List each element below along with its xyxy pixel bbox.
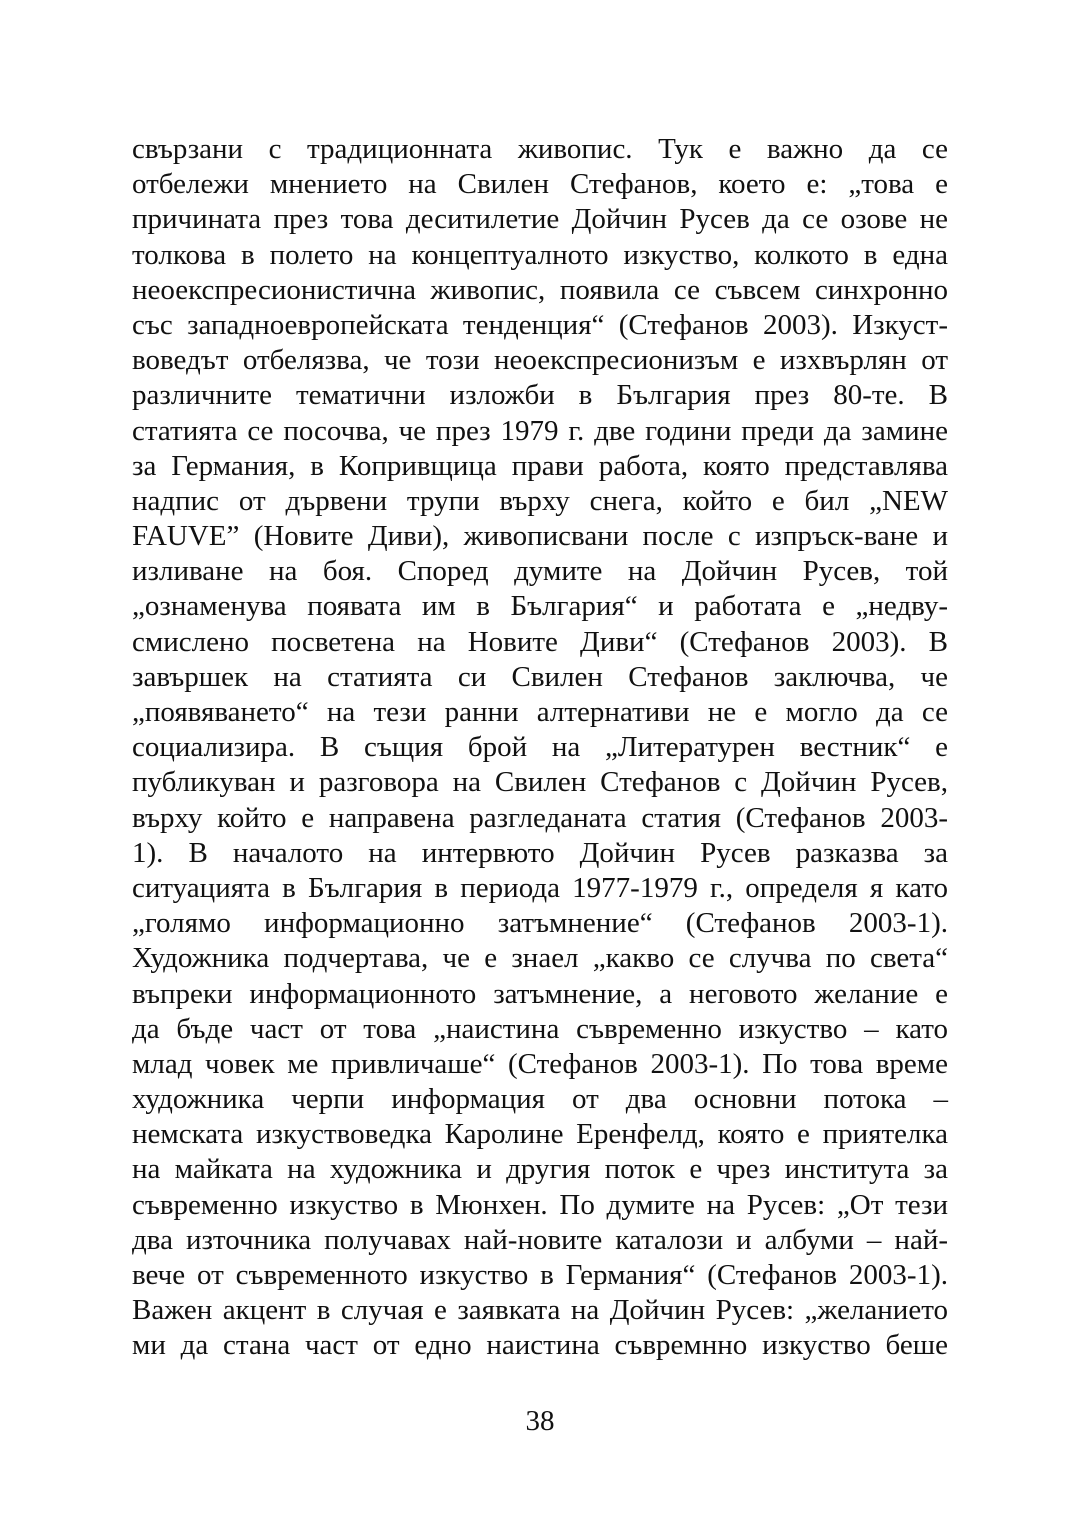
text-line: ситуацията в България в периода 1977-1979 г., определя я като [132,871,948,904]
text-line: изливане на боя. Според думите на Дойчин Русев, той [132,555,948,588]
text-line: FAUVE” (Новите Диви), живописвани после с изпръск-ване и [132,520,948,553]
text-line: млад човек ме привличаше“ (Стефанов 2003-1). По това време [132,1047,948,1080]
text-line: ми да стана част от едно наистина съвремнно изкуство беше [132,1329,948,1362]
text-line: със западноевропейската тенденция“ (Стефанов 2003). Изкуст- [132,308,948,341]
text-line: причината през това деситилетие Дойчин Русев да се озове не [132,203,948,236]
text-line: социализира. В същия брой на „Литературен вестник“ е [132,731,948,764]
text-line: „ознаменува появата им в България“ и работата е „недву- [132,590,948,623]
text-line: „голямо информационно затъмнение“ (Стефанов 2003-1). [132,907,948,940]
text-line: Важен акцент в случая е заявката на Дойчин Русев: „желанието [132,1294,948,1327]
text-line: „появяването“ на тези ранни алтернативи не е могло да се [132,696,948,728]
text-line: за Германия, в Копривщица прави работа, която представлява [132,449,948,482]
text-line: съвременно изкуство в Мюнхен. По думите на Русев: „От тези [132,1188,948,1221]
text-line: статията се посочва, че през 1979 г. две години преди да замине [132,414,948,447]
text-line: немската изкуствоведка Каролине Еренфелд, която е приятелка [132,1118,948,1151]
text-line: върху който е направена разгледаната статия (Стефанов 2003- [132,801,948,834]
text-line: завършек на статията си Свилен Стефанов заключва, че [132,660,948,693]
text-line: надпис от дървени трупи върху снега, който е бил „NEW [132,484,948,517]
body-text [132,132,948,1364]
text-line: неоекспресионистична живопис, появила се съвсем синхронно [132,273,948,306]
text-line: толкова в полето на концептуалното изкуство, колкото в една [132,238,948,271]
text-line: смислено посветена на Новите Диви“ (Стефанов 2003). В [132,625,948,658]
text-line: на майката на художника и другия поток е чрез института за [132,1153,948,1186]
text-line: отбележи мнението на Свилен Стефанов, което е: „това е [132,168,948,201]
text-line: въпреки информационното затъмнение, а неговото желание е [132,977,948,1010]
text-line: художника черпи информация от два основни потока – [132,1083,948,1116]
text-line: воведът отбелязва, че този неоекспресионизъм е изхвърлян от [132,344,948,377]
text-line: публикуван и разговора на Свилен Стефанов с Дойчин Русев, [132,766,948,799]
text-line: Художника подчертава, че е знаел „какво се случва по света“ [132,942,948,975]
text-line: свързани с традиционната живопис. Тук е важно да се [132,133,948,165]
text-line: 1). В началото на интервюто Дойчин Русев разказва за [132,836,948,869]
text-line: различните тематични изложби в България през 80-те. В [132,379,948,412]
page-number: 38 [525,1405,555,1437]
text-line: вече от съвременното изкуство в Германия“ (Стефанов 2003-1). [132,1259,948,1291]
text-line: да бъде част от това „наистина съвременно изкуство – като [132,1012,948,1045]
text-line: два източника получавах най-новите каталози и албуми – най- [132,1223,948,1256]
